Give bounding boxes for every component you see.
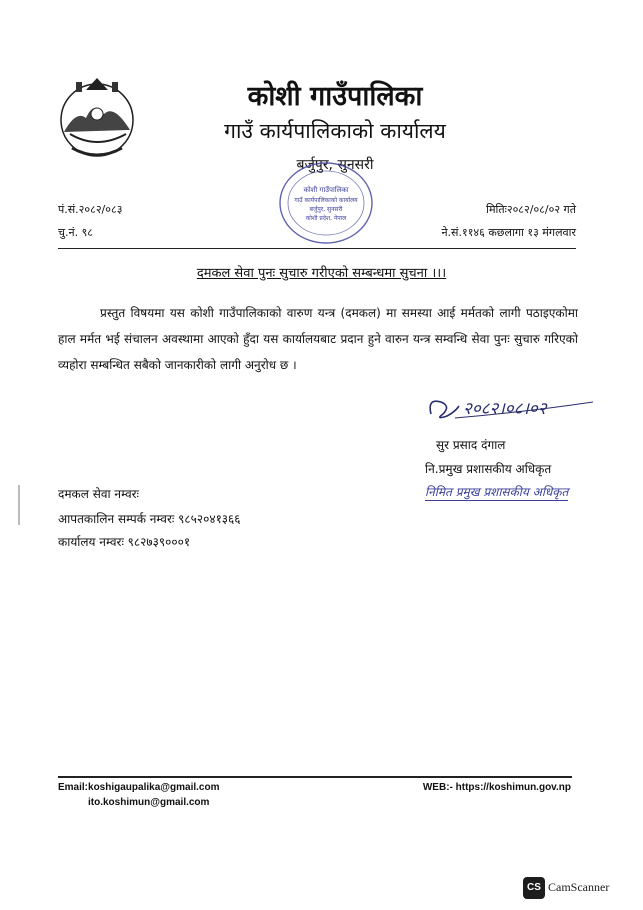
- stamp-line-3: बर्जुपुर, सुनसरी: [309, 206, 343, 213]
- office-subtitle: गाउँ कार्यपालिकाको कार्यालय: [224, 119, 446, 143]
- fire-service-heading: दमकल सेवा नम्वरः: [58, 487, 139, 501]
- signatory-name: सुर प्रसाद दंगाल: [436, 438, 506, 452]
- emergency-contact: आपतकालिन सम्पर्क नम्वरः ९८५२०४१३६६: [58, 512, 241, 526]
- stamp-line-1: कोशी गाउँपालिका: [303, 186, 349, 194]
- notice-body-text: प्रस्तुत विषयमा यस कोशी गाउँपालिकाको वारुण यन्त्र (दमकल) मा समस्या आई मर्मतको लागी पठाइएकोमा हाल मर्मत भई संचालन अवस्थामा आएको हुँदा यस कार्यालयबाट प्रदान हुने वारुन यन्त्र सम्वन्धि सेवा पुनः सुचारु गरिएको व्यहोरा सम्बन्धित सबैको जानकारीको लागी अनुरोध छ ।: [58, 306, 578, 372]
- office-contact: कार्यालय नम्वरः ९८२७३९०००१: [58, 535, 191, 549]
- camscanner-watermark: CamScanner: [548, 880, 610, 894]
- camscanner-logo-icon: CS: [523, 877, 545, 899]
- signature: [425, 388, 595, 428]
- office-title: कोशी गाउँपालिका: [247, 81, 423, 112]
- notice-subject: [0, 263, 643, 281]
- header-divider: [58, 248, 576, 249]
- signature-date: २०८२।०८।०२: [463, 399, 547, 419]
- office-address: बर्जुपुर, सुनसरी: [296, 157, 374, 173]
- scan-edge-mark: [18, 485, 20, 525]
- footer-email-1[interactable]: Email:koshigaupalika@gmail.com: [58, 782, 220, 793]
- stamp-line-4: कोशी प्रदेश, नेपाल: [305, 215, 347, 222]
- notice-subject-text: दमकल सेवा पुनः सुचारु गरीएको सम्बन्धमा सुचना ।।।: [196, 266, 447, 281]
- notice-body: [58, 300, 578, 378]
- dispatch-number: चु.नं. ९८: [58, 226, 94, 239]
- footer-email-2[interactable]: ito.koshimun@gmail.com: [88, 797, 210, 808]
- signatory-designation: नि.प्रमुख प्रशासकीय अधिकृत: [425, 462, 552, 476]
- stamp-line-2: गाउँ कार्यपालिकाको कार्यालय: [294, 197, 358, 204]
- letter-date: मितिः२०८२/०८/०२ गते: [486, 203, 576, 216]
- footer-website[interactable]: WEB:- https://koshimun.gov.np: [422, 782, 571, 793]
- designation-stamp: निमित प्रमुख प्रशासकीय अधिकृत: [425, 485, 569, 499]
- footer-divider: [58, 776, 572, 778]
- reference-number: पं.सं.२०८२/०८३: [58, 203, 123, 216]
- office-stamp: [276, 160, 376, 246]
- nepal-era-date: ने.सं.११४६ कछलागा १३ मंगलवार: [441, 226, 576, 239]
- nepal-emblem-icon: [56, 70, 138, 162]
